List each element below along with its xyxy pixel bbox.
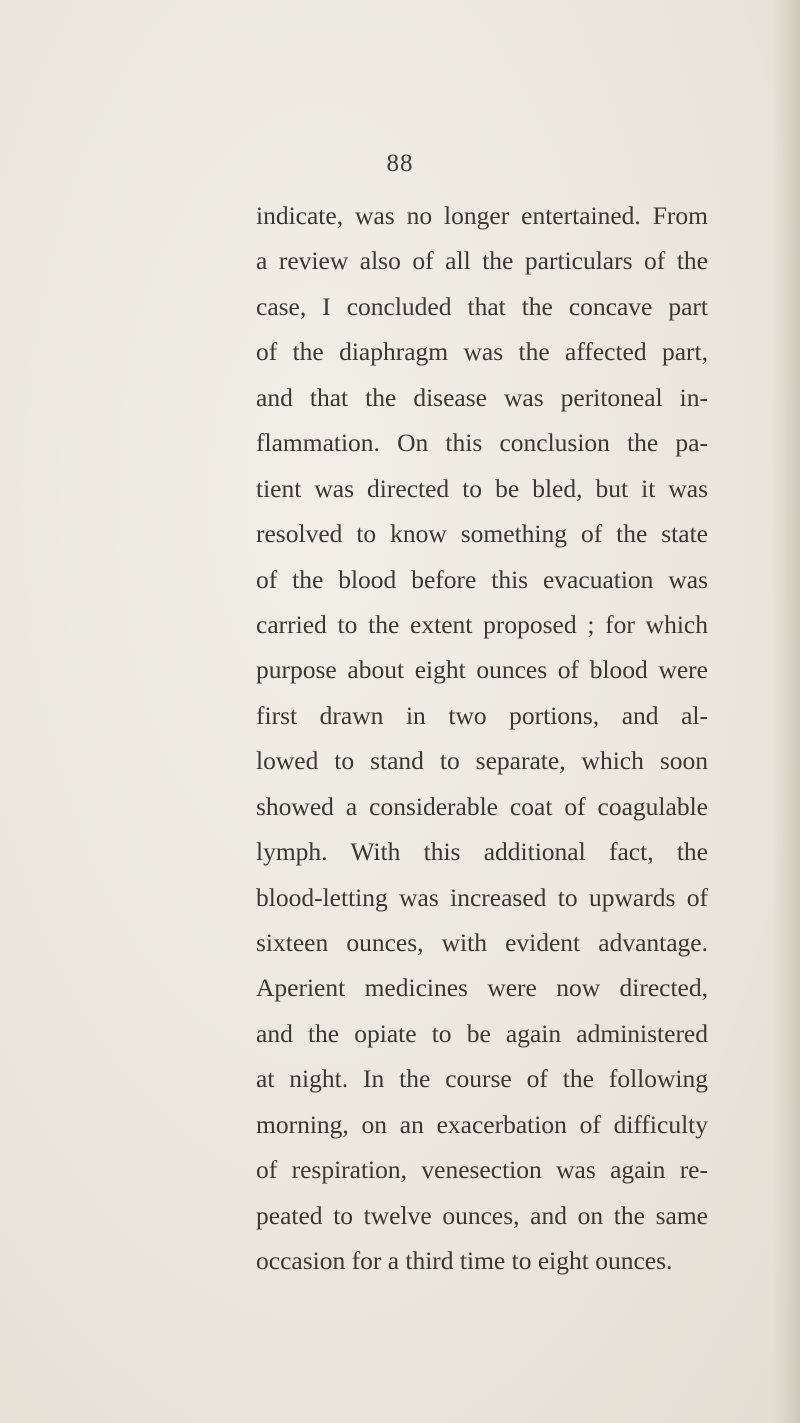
text-line: indicate, was no longer entertained. From [256, 201, 708, 230]
text-line: flammation. On this conclusion the pa- [256, 428, 708, 458]
page-number: 88 [386, 150, 414, 177]
text-line: Aperient medicines were now directed, [256, 973, 708, 1003]
text-line: of respiration, venesection was again re- [256, 1155, 708, 1185]
text-line: tient was directed to be bled, but it was [256, 473, 708, 503]
text-line: resolved to know something of the state [256, 519, 708, 549]
text-line: carried to the extent proposed ; for which [256, 609, 708, 639]
text-line: purpose about eight ounces of blood were [256, 655, 708, 685]
text-line: lowed to stand to separate, which soon [256, 746, 708, 776]
body-text [256, 193, 708, 1284]
text-line: lymph. With this additional fact, the [256, 837, 708, 867]
text-line: and that the disease was peritoneal in- [256, 382, 708, 412]
text-line: a review also of all the particulars of the [256, 246, 708, 276]
text-line: and the opiate to be again administered [256, 1018, 708, 1048]
text-line: blood-letting was increased to upwards of [256, 882, 708, 912]
text-line: peated to twelve ounces, and on the same [256, 1200, 708, 1230]
text-line: first drawn in two portions, and al- [256, 700, 708, 730]
text-line: of the blood before this evacuation was [256, 564, 708, 594]
text-line: sixteen ounces, with evident advantage. [256, 928, 708, 957]
text-line: occasion for a third time to eight ounces. [256, 1246, 673, 1276]
text-line: at night. In the course of the following [256, 1064, 708, 1094]
text-line: case, I concluded that the concave part [256, 291, 708, 321]
text-line: morning, on an exacerbation of difficulty [256, 1109, 708, 1139]
text-line: showed a considerable coat of coagulable [256, 791, 708, 821]
page-edge-shadow [772, 0, 800, 1423]
text-line: of the diaphragm was the affected part, [256, 337, 708, 367]
